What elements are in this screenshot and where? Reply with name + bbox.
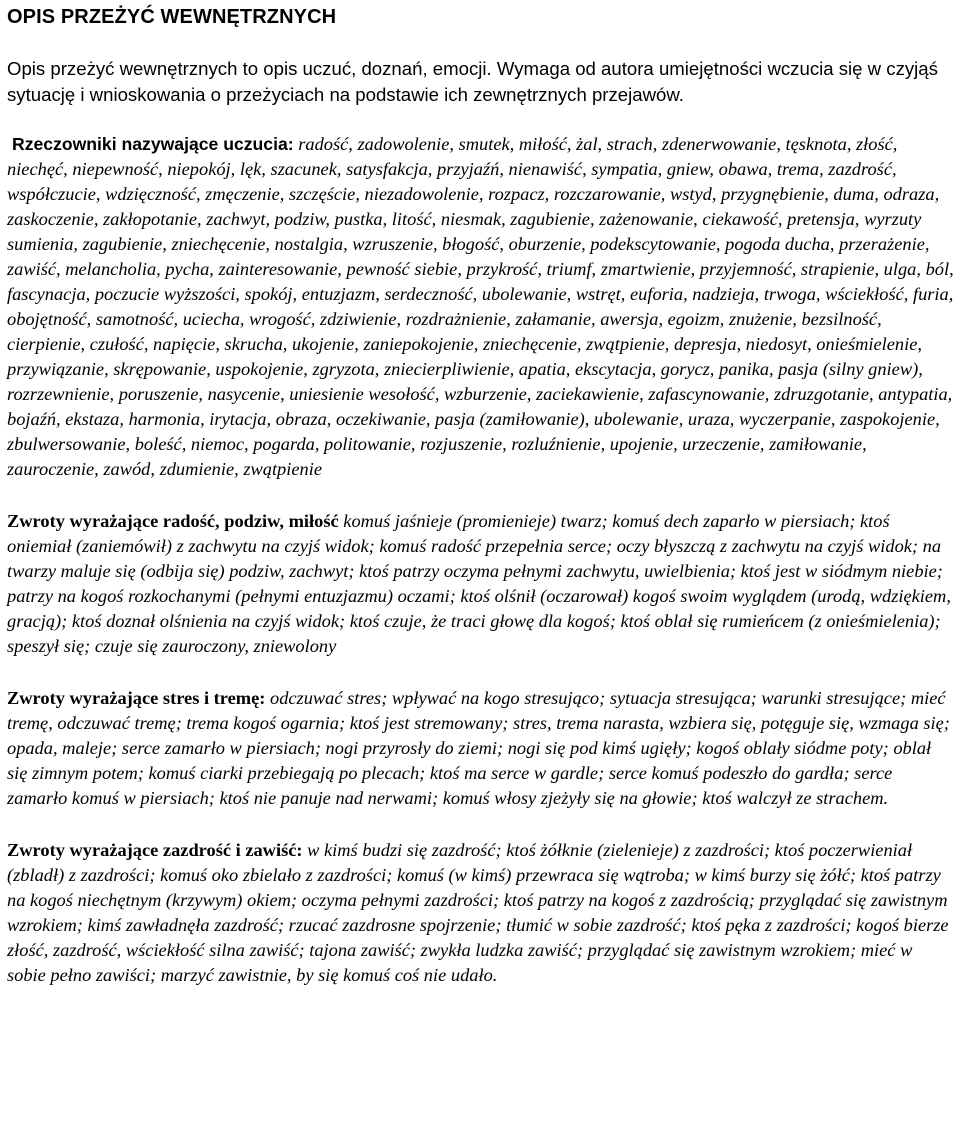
section-heading: Zwroty wyrażające zazdrość i zawiść:	[7, 840, 303, 860]
section-body: komuś jaśnieje (promienieje) twarz; komuś dech zaparło w piersiach; ktoś oniemiał (zaniemówił) z zachwytu na czyjś widok; komuś radość przepełnia serce; oczy błyszczą z zachwytu na czyjś widok; na twarzy maluje się (odbija się) podziw, zachwyt; ktoś patrzy oczyma pełnymi zachwytu, uwielbienia; ktoś jest w siódmym niebie; patrzy na kogoś rozkochanymi (pełnymi entuzjazmu) oczami; ktoś olśnił (oczarował) kogoś swoim wyglądem (urodą, wdziękiem, gracją); ktoś doznał olśnienia na czyjś widok; ktoś czuje, że traci głowę dla kogoś; ktoś oblał się rumieńcem (z onieśmielenia); speszył się; czuje się zauroczony, zniewolony	[7, 511, 951, 656]
section-body: odczuwać stres; wpływać na kogo stresująco; sytuacja stresująca; warunki stresujące; mieć tremę, odczuwać tremę; trema kogoś ogarnia; ktoś jest stremowany; stres, trema narasta, wzbiera się, potęguje się, wzmaga się; opada, maleje; serce zamarło w piersiach; nogi przyrosły do ziemi; nogi się pod kimś ugięły; kogoś oblały siódme poty; oblał się zimnym potem; komuś ciarki przebiegają po plecach; ktoś ma serce w gardle; serce komuś podeszło do gardła; serce zamarło komuś w piersiach; ktoś nie panuje nad nerwami; komuś włosy zjeżyły się na głowie; ktoś walczył ze strachem.	[7, 688, 950, 808]
section-stress-phrases	[7, 686, 954, 811]
section-feeling-nouns	[7, 132, 954, 482]
section-joy-phrases	[7, 509, 954, 659]
section-body: w kimś budzi się zazdrość; ktoś żółknie (zielenieje) z zazdrości; ktoś poczerwieniał (zbladł) z zazdrości; komuś oko zbielało z zazdrości; komuś (w kimś) przewraca się wątroba; w kimś burzy się żółć; ktoś patrzy na kogoś niechętnym (krzywym) okiem; oczyma pełnymi zazdrości; ktoś patrzy na kogoś z zazdrością; przyglądać się zawistnym wzrokiem; kimś zawładnęła zazdrość; rzucać zazdrosne spojrzenie; tłumić w sobie zazdrość; ktoś pęka z zazdrości; kogoś bierze złość, zazdrość, wściekłość silna zawiść; tajona zawiść; zwykła ludzka zawiść; przyglądać się zawistnym wzrokiem; mieć w sobie pełno zawiści; marzyć zawistnie, by się komuś coś nie udało.	[7, 840, 949, 985]
section-heading: Zwroty wyrażające radość, podziw, miłość	[7, 511, 339, 531]
intro-paragraph: Opis przeżyć wewnętrznych to opis uczuć, doznań, emocji. Wymaga od autora umiejętności wczucia się w czyjąś sytuację i wnioskowania o przeżyciach na podstawie ich zewnętrznych przejawów.	[7, 58, 938, 105]
section-heading: Rzeczowniki nazywające uczucia:	[12, 134, 294, 154]
section-envy-phrases	[7, 838, 954, 988]
section-heading: Zwroty wyrażające stres i tremę:	[7, 688, 266, 708]
section-body: radość, zadowolenie, smutek, miłość, żal, strach, zdenerwowanie, tęsknota, złość, niechęć, niepewność, niepokój, lęk, szacunek, satysfakcja, przyjaźń, nienawiść, sympatia, gniew, obawa, trema, zazdrość, współczucie, wdzięczność, zmęczenie, szczęście, niezadowolenie, rozpacz, rozczarowanie, wstyd, przygnębienie, duma, odraza, zaskoczenie, zakłopotanie, zachwyt, podziw, pustka, litość, niesmak, zagubienie, zażenowanie, ciekawość, pretensja, wyrzuty sumienia, zagubienie, zniechęcenie, nostalgia, wzruszenie, błogość, oburzenie, podekscytowanie, pogoda ducha, przerażenie, zawiść, melancholia, pycha, zainteresowanie, pewność siebie, przykrość, triumf, zmartwienie, przyjemność, strapienie, ulga, ból, fascynacja, poczucie wyższości, spokój, entuzjazm, serdeczność, ubolewanie, wstręt, euforia, nadzieja, trwoga, wściekłość, furia, obojętność, samotność, uciecha, wrogość, zdziwienie, rozdrażnienie, załamanie, awersja, egoizm, znużenie, bezsilność, cierpienie, czułość, napięcie, skrucha, ukojenie, zaniepokojenie, zniechęcenie, zwątpienie, depresja, niedosyt, onieśmielenie, przywiązanie, skrępowanie, uspokojenie, zgryzota, zniecierpliwienie, apatia, ekscytacja, gorycz, panika, pasja (silny gniew), rozrzewnienie, poruszenie, nasycenie, uniesienie wesołość, wzburzenie, zaciekawienie, zafascynowanie, zdruzgotanie, antypatia, bojaźń, ekstaza, harmonia, irytacja, obraza, oczekiwanie, pasja (zamiłowanie), ubolewanie, uraza, wyczerpanie, zaspokojenie, zbulwersowanie, boleść, niemoc, pogarda, politowanie, rozjuszenie, rozluźnienie, upojenie, urzeczenie, zamiłowanie, zauroczenie, zawód, zdumienie, zwątpienie	[7, 134, 954, 479]
document-title: OPIS PRZEŻYĆ WEWNĘTRZNYCH	[7, 6, 337, 28]
